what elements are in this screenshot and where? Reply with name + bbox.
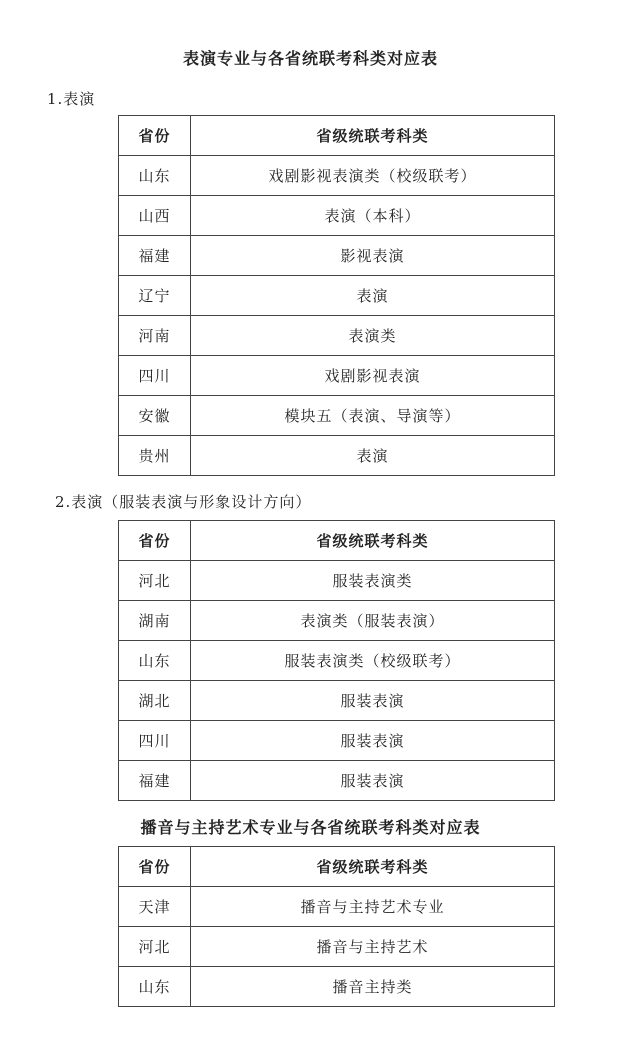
table-row [119, 156, 555, 196]
province-cell: 山东 [119, 967, 191, 1007]
broadcasting-title: 播音与主持艺术专业与各省统联考科类对应表 [140, 818, 481, 837]
table-header-row [119, 847, 555, 887]
category-cell: 戏剧影视表演类（校级联考） [191, 156, 555, 196]
table-row [119, 681, 555, 721]
province-cell: 辽宁 [119, 276, 191, 316]
category-cell: 模块五（表演、导演等） [191, 396, 555, 436]
table-row [119, 561, 555, 601]
table-row [119, 356, 555, 396]
province-cell: 福建 [119, 236, 191, 276]
category-cell: 服装表演 [191, 761, 555, 801]
header-category: 省级统联考科类 [191, 847, 555, 887]
province-cell: 四川 [119, 721, 191, 761]
table-row [119, 967, 555, 1007]
header-province: 省份 [119, 847, 191, 887]
header-province: 省份 [119, 116, 191, 156]
header-province: 省份 [119, 521, 191, 561]
table-header-row [119, 521, 555, 561]
province-cell: 河北 [119, 561, 191, 601]
table-row [119, 436, 555, 476]
category-cell: 表演类 [191, 316, 555, 356]
broadcasting-table [118, 846, 555, 1007]
table-row [119, 236, 555, 276]
category-cell: 表演 [191, 436, 555, 476]
table-row [119, 721, 555, 761]
province-cell: 山西 [119, 196, 191, 236]
category-cell: 服装表演 [191, 681, 555, 721]
fashion-performance-table [118, 520, 555, 801]
performance-table [118, 115, 555, 476]
table-row [119, 316, 555, 356]
province-cell: 湖南 [119, 601, 191, 641]
category-cell: 服装表演 [191, 721, 555, 761]
category-cell: 表演（本科） [191, 196, 555, 236]
table-row [119, 641, 555, 681]
province-cell: 河北 [119, 927, 191, 967]
table-row [119, 396, 555, 436]
table-row [119, 601, 555, 641]
province-cell: 湖北 [119, 681, 191, 721]
province-cell: 贵州 [119, 436, 191, 476]
province-cell: 天津 [119, 887, 191, 927]
table-row [119, 761, 555, 801]
province-cell: 河南 [119, 316, 191, 356]
table-row [119, 887, 555, 927]
category-cell: 戏剧影视表演 [191, 356, 555, 396]
section-heading-fashion-performance: 2.表演（服装表演与形象设计方向） [55, 493, 312, 511]
category-cell: 服装表演类（校级联考） [191, 641, 555, 681]
category-cell: 表演类（服装表演） [191, 601, 555, 641]
category-cell: 播音主持类 [191, 967, 555, 1007]
table-row [119, 927, 555, 967]
category-cell: 播音与主持艺术专业 [191, 887, 555, 927]
table-header-row [119, 116, 555, 156]
page-title: 表演专业与各省统联考科类对应表 [182, 49, 438, 68]
category-cell: 服装表演类 [191, 561, 555, 601]
category-cell: 表演 [191, 276, 555, 316]
province-cell: 安徽 [119, 396, 191, 436]
province-cell: 山东 [119, 156, 191, 196]
province-cell: 山东 [119, 641, 191, 681]
province-cell: 四川 [119, 356, 191, 396]
header-category: 省级统联考科类 [191, 521, 555, 561]
category-cell: 播音与主持艺术 [191, 927, 555, 967]
province-cell: 福建 [119, 761, 191, 801]
header-category: 省级统联考科类 [191, 116, 555, 156]
category-cell: 影视表演 [191, 236, 555, 276]
table-row [119, 276, 555, 316]
section-heading-performance: 1.表演 [47, 90, 96, 108]
table-row [119, 196, 555, 236]
